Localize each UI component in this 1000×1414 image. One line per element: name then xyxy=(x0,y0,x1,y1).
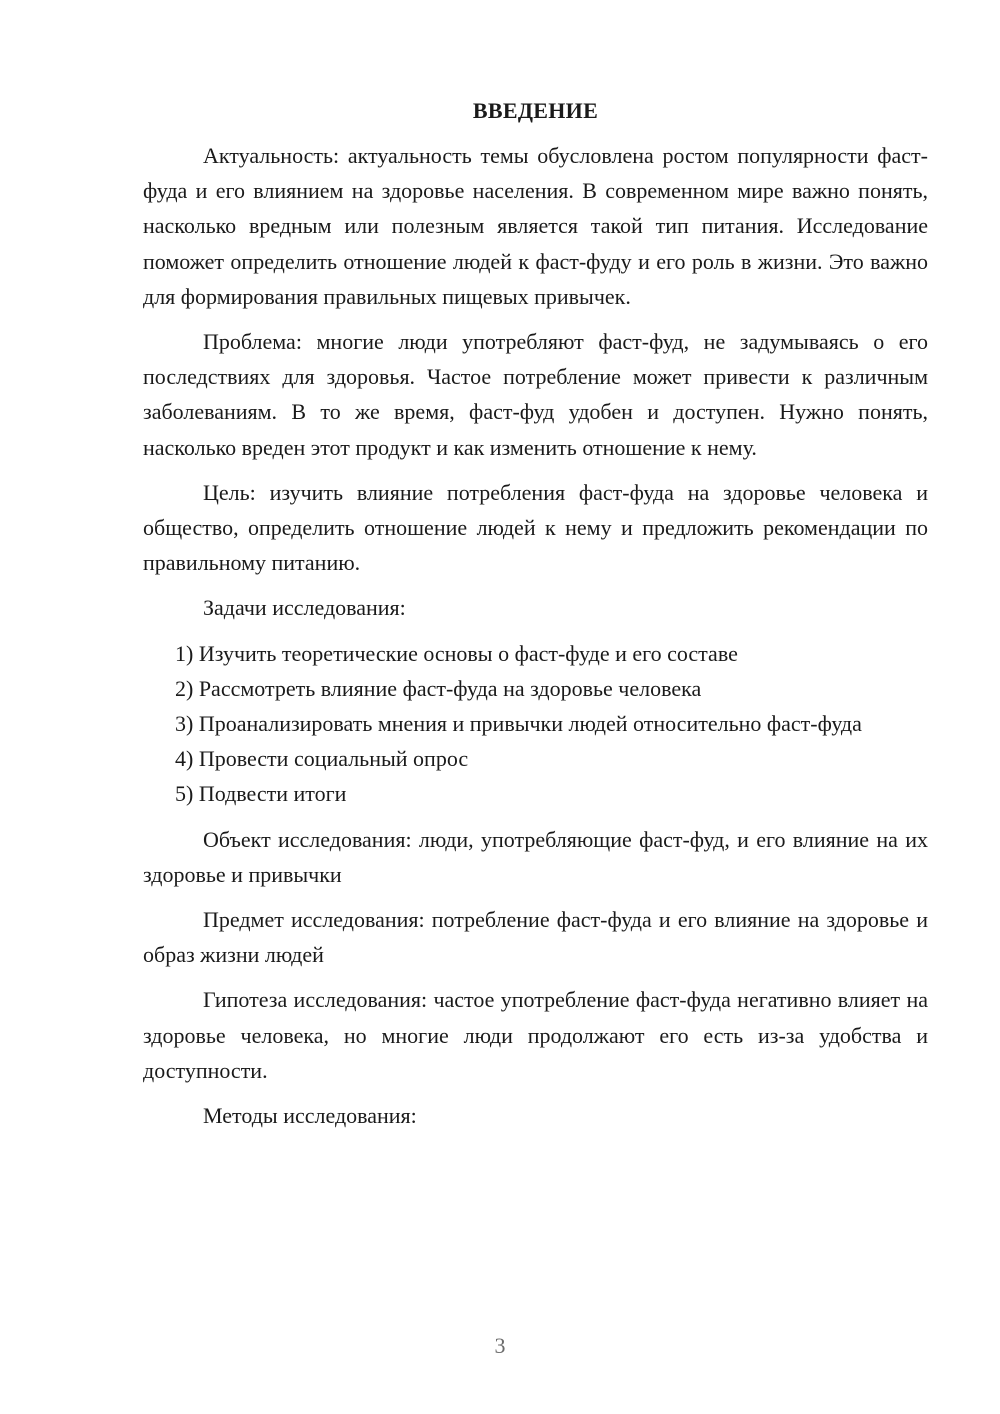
task-item-3: 3) Проанализировать мнения и привычки людей относительно фаст-фуда xyxy=(175,711,862,737)
paragraph-relevance: Актуальность: актуальность темы обусловлена ростом популярности фаст-фуда и его влиянием на здоровье населения. В современном мире важно понять, насколько вредным или полезным является такой тип питания. Исследование поможет определить отношение людей к фаст-фуду и его роль в жизни. Это важно для формирования правильных пищевых привычек. xyxy=(143,143,928,309)
document-page xyxy=(143,93,928,1133)
task-item-4: 4) Провести социальный опрос xyxy=(175,746,469,772)
task-item-5: 5) Подвести итоги xyxy=(175,781,347,807)
paragraph-goal: Цель: изучить влияние потребления фаст-фуда на здоровье человека и общество, определить отношение людей к нему и предложить рекомендации по правильному питанию. xyxy=(143,479,928,576)
page-title: ВВЕДЕНИЕ xyxy=(472,98,599,123)
paragraph-hypothesis: Гипотеза исследования: частое употребление фаст-фуда негативно влияет на здоровье человека, но многие люди продолжают его есть из-за удобства и доступности. xyxy=(143,987,928,1083)
paragraph-subject: Предмет исследования: потребление фаст-фуда и его влияние на здоровье и образ жизни людей xyxy=(143,907,928,968)
tasks-heading: Задачи исследования: xyxy=(203,595,406,621)
paragraph-problem: Проблема: многие люди употребляют фаст-фуд, не задумываясь о его последствиях для здоровья. Частое потребление может привести к различным заболеваниям. В то же время, фаст-фуд удобен и доступен. Нужно понять, насколько вреден этот продукт и как изменить отношение к нему. xyxy=(143,329,928,460)
methods-heading: Методы исследования: xyxy=(203,1103,417,1129)
page-number: 3 xyxy=(494,1333,506,1358)
task-item-2: 2) Рассмотреть влияние фаст-фуда на здоровье человека xyxy=(175,675,702,701)
task-item-1: 1) Изучить теоретические основы о фаст-фуде и его составе xyxy=(175,640,738,666)
paragraph-object: Объект исследования: люди, употребляющие фаст-фуд, и его влияние на их здоровье и привычки xyxy=(143,826,928,887)
